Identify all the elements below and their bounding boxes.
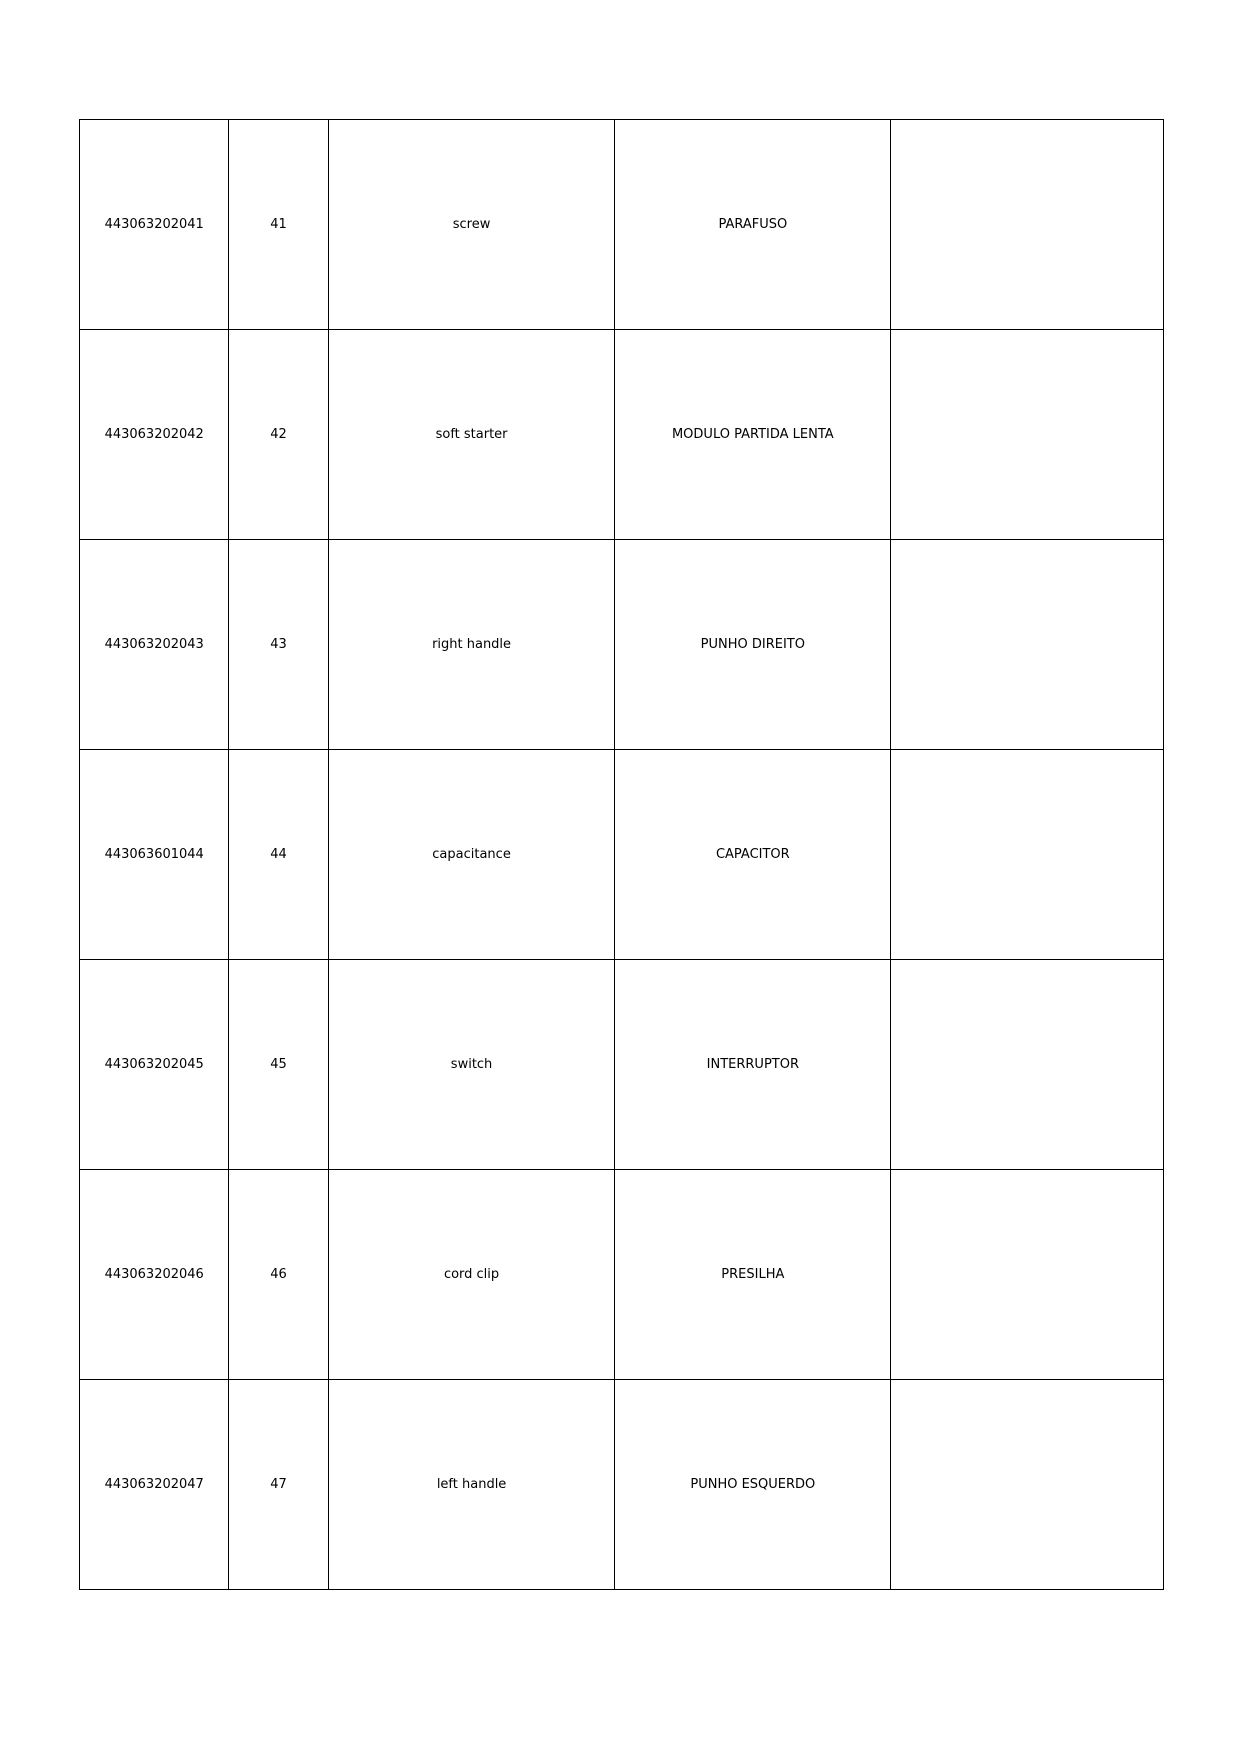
- item-number-cell: 47: [229, 1380, 328, 1590]
- part-code-cell: 443063202042: [80, 330, 229, 540]
- portuguese-description-cell: PARAFUSO: [615, 120, 891, 330]
- parts-table-body: [80, 120, 1164, 1590]
- english-description-cell: left handle: [328, 1380, 615, 1590]
- item-number-cell: 46: [229, 1170, 328, 1380]
- parts-table: [79, 119, 1164, 1590]
- table-row: [80, 540, 1164, 750]
- english-description-cell: right handle: [328, 540, 615, 750]
- table-row: [80, 120, 1164, 330]
- english-description-cell: screw: [328, 120, 615, 330]
- notes-cell: [891, 120, 1164, 330]
- english-description-cell: cord clip: [328, 1170, 615, 1380]
- table-row: [80, 750, 1164, 960]
- table-row: [80, 330, 1164, 540]
- notes-cell: [891, 1380, 1164, 1590]
- portuguese-description-cell: INTERRUPTOR: [615, 960, 891, 1170]
- table-row: [80, 960, 1164, 1170]
- part-code-cell: 443063202047: [80, 1380, 229, 1590]
- notes-cell: [891, 960, 1164, 1170]
- table-row: [80, 1170, 1164, 1380]
- item-number-cell: 45: [229, 960, 328, 1170]
- english-description-cell: switch: [328, 960, 615, 1170]
- item-number-cell: 43: [229, 540, 328, 750]
- portuguese-description-cell: CAPACITOR: [615, 750, 891, 960]
- notes-cell: [891, 1170, 1164, 1380]
- item-number-cell: 42: [229, 330, 328, 540]
- part-code-cell: 443063202043: [80, 540, 229, 750]
- part-code-cell: 443063202046: [80, 1170, 229, 1380]
- item-number-cell: 41: [229, 120, 328, 330]
- portuguese-description-cell: PUNHO ESQUERDO: [615, 1380, 891, 1590]
- notes-cell: [891, 330, 1164, 540]
- notes-cell: [891, 750, 1164, 960]
- item-number-cell: 44: [229, 750, 328, 960]
- portuguese-description-cell: PRESILHA: [615, 1170, 891, 1380]
- part-code-cell: 443063202045: [80, 960, 229, 1170]
- part-code-cell: 443063202041: [80, 120, 229, 330]
- english-description-cell: soft starter: [328, 330, 615, 540]
- part-code-cell: 443063601044: [80, 750, 229, 960]
- portuguese-description-cell: PUNHO DIREITO: [615, 540, 891, 750]
- table-row: [80, 1380, 1164, 1590]
- english-description-cell: capacitance: [328, 750, 615, 960]
- portuguese-description-cell: MODULO PARTIDA LENTA: [615, 330, 891, 540]
- notes-cell: [891, 540, 1164, 750]
